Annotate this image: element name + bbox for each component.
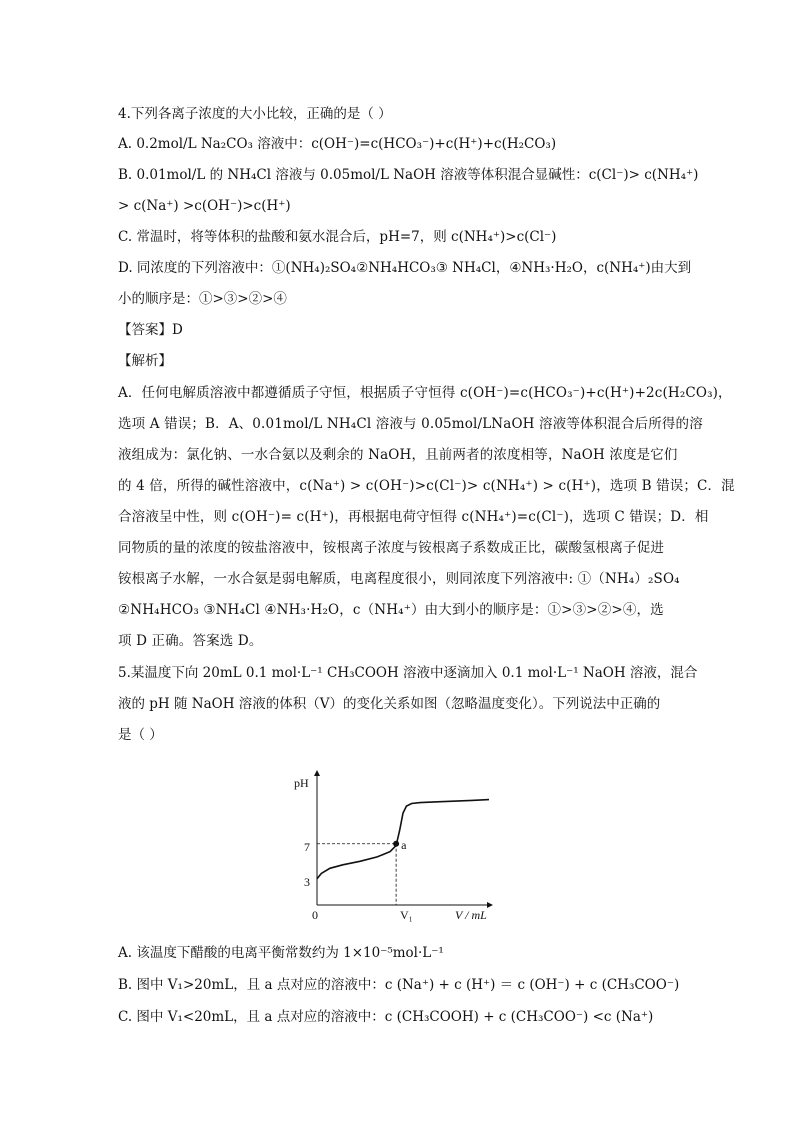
q5-stem-line1: 5.某温度下向 20mL 0.1 mol·L⁻¹ CH₃COOH 溶液中逐滴加入 0.1 mol·L⁻¹ NaOH 溶液，混合 xyxy=(118,665,698,681)
point-a-marker xyxy=(393,841,399,847)
q4-analysis-line: 合溶液呈中性，则 c(OH⁻)= c(H⁺)，再根据电荷守恒得 c(NH₄⁺)=c(Cl⁻)，选项 C 错误；D．相 xyxy=(118,509,709,525)
q4-analysis-line: A．任何电解质溶液中都遵循质子守恒，根据质子守恒得 c(OH⁻)=c(HCO₃⁻)+c(H⁺)+2c(H₂CO₃)， xyxy=(118,385,732,401)
q4-analysis-line: 选项 A 错误；B．A、0.01mol/L NH₄Cl 溶液与 0.05mol/LNaOH 溶液等体积混合后所得的溶 xyxy=(118,416,703,432)
q4-answer: 【答案】D xyxy=(118,322,183,338)
q5-option-b: B. 图中 V₁>20mL，且 a 点对应的溶液中：c (Na⁺) + c (H⁺) ＝ c (OH⁻) + c (CH₃COO⁻) xyxy=(118,977,680,993)
q4-analysis-line: 的 4 倍，所得的碱性溶液中，c(Na⁺) > c(OH⁻)>c(Cl⁻)> c(NH₄⁺) > c(H⁺)，选项 B 错误；C．混 xyxy=(118,478,735,494)
x-tick-label: V₁ xyxy=(400,908,413,922)
q5-stem-line3: 是（ ） xyxy=(118,727,163,743)
q4-option-c: C. 常温时，将等体积的盐酸和氨水混合后，pH=7，则 c(NH₄⁺)>c(Cl⁻) xyxy=(118,229,557,245)
q4-option-a: A. 0.2mol/L Na₂CO₃ 溶液中：c(OH⁻)=c(HCO₃⁻)+c(H⁺)+c(H₂CO₃) xyxy=(118,136,557,152)
q4-option-d-line1: D. 同浓度的下列溶液中：①(NH₄)₂SO₄②NH₄HCO₃③ NH₄Cl，④NH₃·H₂O，c(NH₄⁺)由大到 xyxy=(118,260,692,276)
q4-analysis-title: 【解析】 xyxy=(118,353,172,369)
q5-stem-line2: 液的 pH 随 NaOH 溶液的体积（V）的变化关系如图（忽略温度变化）。下列说法中正确的 xyxy=(118,696,661,712)
x-axis-label: V / mL xyxy=(455,908,487,922)
ph-titration-chart xyxy=(290,765,500,925)
q4-analysis-line: 液组成为：氯化钠、一水合氨以及剩余的 NaOH，且前两者的浓度相等，NaOH 浓度是它们 xyxy=(118,447,678,463)
q4-analysis-line: ②NH₄HCO₃ ③NH₄Cl ④NH₃·H₂O，c（NH₄⁺）由大到小的顺序是：①>③>②>④，选 xyxy=(118,602,664,618)
q5-option-a: A. 该温度下醋酸的电离平衡常数约为 1×10⁻⁵mol·L⁻¹ xyxy=(118,945,444,961)
q4-option-b-line1: B. 0.01mol/L 的 NH₄Cl 溶液与 0.05mol/L NaOH 溶液等体积混合显碱性：c(Cl⁻)> c(NH₄⁺) xyxy=(118,167,699,183)
q4-analysis-line: 同物质的量的浓度的铵盐溶液中，铵根离子浓度与铵根离子系数成正比，碳酸氢根离子促进 xyxy=(118,540,664,556)
q4-analysis-line: 铵根离子水解，一水合氨是弱电解质，电离程度很小，则同浓度下列溶液中: ①（NH₄）₂SO₄ xyxy=(118,571,680,587)
y-tick-label: 3 xyxy=(304,875,310,889)
q4-option-b-line2: > c(Na⁺) >c(OH⁻)>c(H⁺) xyxy=(118,198,291,214)
y-axis-label: pH xyxy=(294,776,309,790)
q4-option-d-line2: 小的顺序是：①>③>②>④ xyxy=(118,291,287,307)
q4-stem: 4.下列各离子浓度的大小比较，正确的是（ ） xyxy=(118,106,392,122)
y-tick-label: 7 xyxy=(304,840,310,854)
point-a-label: a xyxy=(401,837,407,852)
origin-label: 0 xyxy=(312,908,318,922)
q5-option-c: C. 图中 V₁<20mL，且 a 点对应的溶液中：c (CH₃COOH) + c (CH₃COO⁻) <c (Na⁺) xyxy=(118,1009,654,1025)
q4-analysis-line: 项 D 正确。答案选 D。 xyxy=(118,633,263,649)
